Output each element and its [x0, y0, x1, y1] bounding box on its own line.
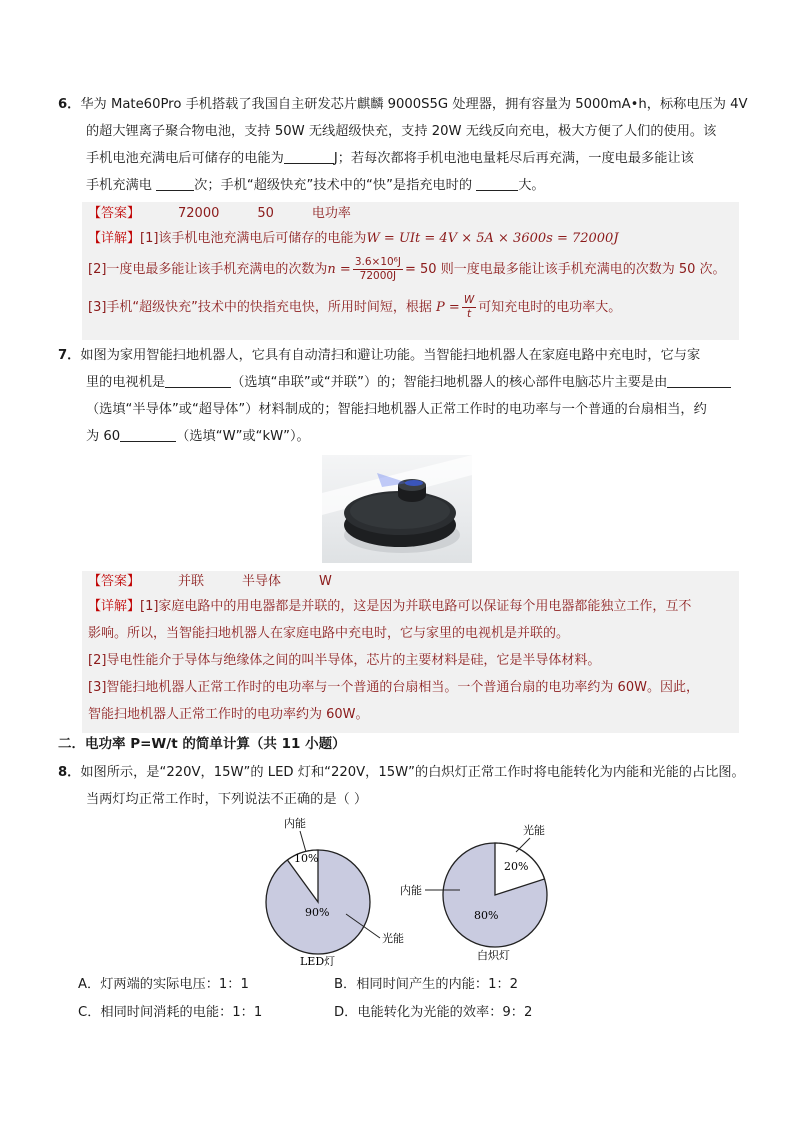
- answer-box-6: [82, 202, 739, 340]
- fraction-bottom: t: [466, 308, 472, 320]
- answer-blank[interactable]: [667, 373, 731, 388]
- question-text: （选填“半导体”或“超导体”）材料制成的；智能扫地机器人正常工作时的电功率与一个普通的台扇相当，约: [86, 402, 707, 417]
- question-8: [58, 759, 748, 813]
- question-text: J；若每次都将手机电池电量耗尽后再充满，一度电最多能让该: [333, 151, 694, 166]
- inc-inner-pct: 80%: [474, 909, 499, 922]
- section-heading: 二．电功率 P=W/t 的简单计算（共 11 小题）: [58, 736, 346, 752]
- option-d[interactable]: D．电能转化为光能的效率：9：2: [334, 1005, 533, 1020]
- answer-value: 半导体: [242, 574, 282, 589]
- question-text: 手机充满电: [86, 178, 152, 193]
- led-label: LED灯: [300, 955, 336, 968]
- question-text: 如图所示，是“220V，15W”的 LED 灯和“220V，15W”的白炽灯正常工作时将电能转化为内能和光能的占比图。: [80, 765, 745, 780]
- detail-text: [1]家庭电路中的用电器都是并联的，这是因为并联电路可以保证每个用电器都能独立工作，互不: [140, 599, 692, 614]
- option-a[interactable]: A．灯两端的实际电压：1：1: [78, 977, 249, 992]
- detail-text: 智能扫地机器人正常工作时的电功率约为 60W。: [88, 707, 369, 722]
- detail-text: = 50 则一度电最多能让该手机充满电的次数为 50 次。: [405, 262, 726, 277]
- question-text: 手机电池充满电后可储存的电能为: [86, 151, 284, 166]
- answer-value: W: [319, 574, 332, 589]
- question-text: 次；手机“超级快充”技术中的“快”是指充电时的: [194, 178, 473, 193]
- detail-text: [3]智能扫地机器人正常工作时的电功率与一个普通的台扇相当。一个普通台扇的电功率约为 60W。因此，: [88, 680, 699, 695]
- formula: W = UIt = 4V × 5A × 3600s = 72000J: [366, 231, 619, 246]
- answer-value: 并联: [178, 574, 205, 589]
- question-text: 为 60: [86, 429, 121, 444]
- energy-pie-charts: [250, 812, 560, 970]
- answer-blank[interactable]: [284, 149, 334, 164]
- detail-tag: 【详解】: [88, 231, 141, 246]
- led-inner-label: 内能: [284, 817, 306, 830]
- answer-blank[interactable]: [120, 427, 176, 442]
- answer-tag: 【答案】: [88, 206, 141, 221]
- detail-text: 可知充电时的电功率大。: [478, 300, 622, 315]
- option-c[interactable]: C．相同时间消耗的电能：1：1: [78, 1005, 263, 1020]
- answer-box-7: [82, 571, 739, 733]
- option-b[interactable]: B．相同时间产生的内能：1：2: [334, 977, 519, 992]
- detail-tag: 【详解】: [88, 599, 141, 614]
- question-text: （选填“W”或“kW”）。: [176, 429, 310, 444]
- robot-vacuum-icon: [322, 455, 472, 563]
- led-light-pct: 90%: [305, 906, 330, 919]
- detail-text: [2]一度电最多能让该手机充满电的次数为: [88, 262, 328, 277]
- formula: n =: [327, 262, 351, 277]
- led-inner-pct: 10%: [294, 852, 319, 865]
- question-text: 里的电视机是: [86, 375, 166, 390]
- answer-value: 50: [257, 206, 274, 221]
- question-number: 6．: [58, 97, 81, 112]
- detail-text: [1]该手机电池充满电后可储存的电能为: [140, 231, 367, 246]
- fraction: [353, 256, 403, 283]
- answer-tag: 【答案】: [88, 574, 141, 589]
- question-7: [58, 342, 748, 450]
- inc-light-label: 光能: [523, 824, 545, 837]
- question-6: [58, 91, 748, 199]
- answer-blank[interactable]: [165, 373, 231, 388]
- answer-blank[interactable]: [476, 176, 518, 191]
- question-text: 当两灯均正常工作时，下列说法不正确的是（ ）: [86, 792, 368, 807]
- question-text: （选填“串联”或“并联”）的；智能扫地机器人的核心部件电脑芯片主要是由: [231, 375, 668, 390]
- inc-label: 白炽灯: [477, 949, 510, 962]
- answer-value: 72000: [178, 206, 220, 221]
- question-number: 8．: [58, 765, 81, 780]
- led-light-label: 光能: [382, 932, 404, 945]
- answer-value: 电功率: [311, 206, 351, 221]
- fraction-bottom: 72000J: [359, 270, 397, 282]
- detail-text: [3]手机“超级快充”技术中的快指充电快，所用时间短，根据: [88, 300, 432, 315]
- formula: P =: [436, 300, 460, 315]
- detail-text: 影响。所以，当智能扫地机器人在家庭电路中充电时，它与家里的电视机是并联的。: [88, 626, 570, 641]
- inc-inner-label: 内能: [400, 884, 422, 897]
- fraction: [462, 294, 476, 321]
- inc-light-pct: 20%: [504, 860, 529, 873]
- question-text: 大。: [518, 178, 545, 193]
- robot-vacuum-image: [322, 455, 472, 563]
- fraction-top: W: [463, 294, 475, 306]
- fraction-top: 3.6×10⁶J: [354, 256, 401, 268]
- question-number: 7．: [58, 348, 81, 363]
- detail-text: [2]导电性能介于导体与绝缘体之间的叫半导体，芯片的主要材料是硅，它是半导体材料。: [88, 653, 601, 668]
- answer-blank[interactable]: [156, 176, 194, 191]
- question-text: 如图为家用智能扫地机器人，它具有自动清扫和避让功能。当智能扫地机器人在家庭电路中充电时，它与家: [80, 348, 701, 363]
- question-text: 华为 Mate60Pro 手机搭载了我国自主研发芯片麒麟 9000S5G 处理器，拥有容量为 5000mA•h，标称电压为 4V: [80, 97, 748, 112]
- question-text: 的超大锂离子聚合物电池，支持 50W 无线超级快充，支持 20W 无线反向充电，极大方便了人们的使用。该: [86, 124, 717, 139]
